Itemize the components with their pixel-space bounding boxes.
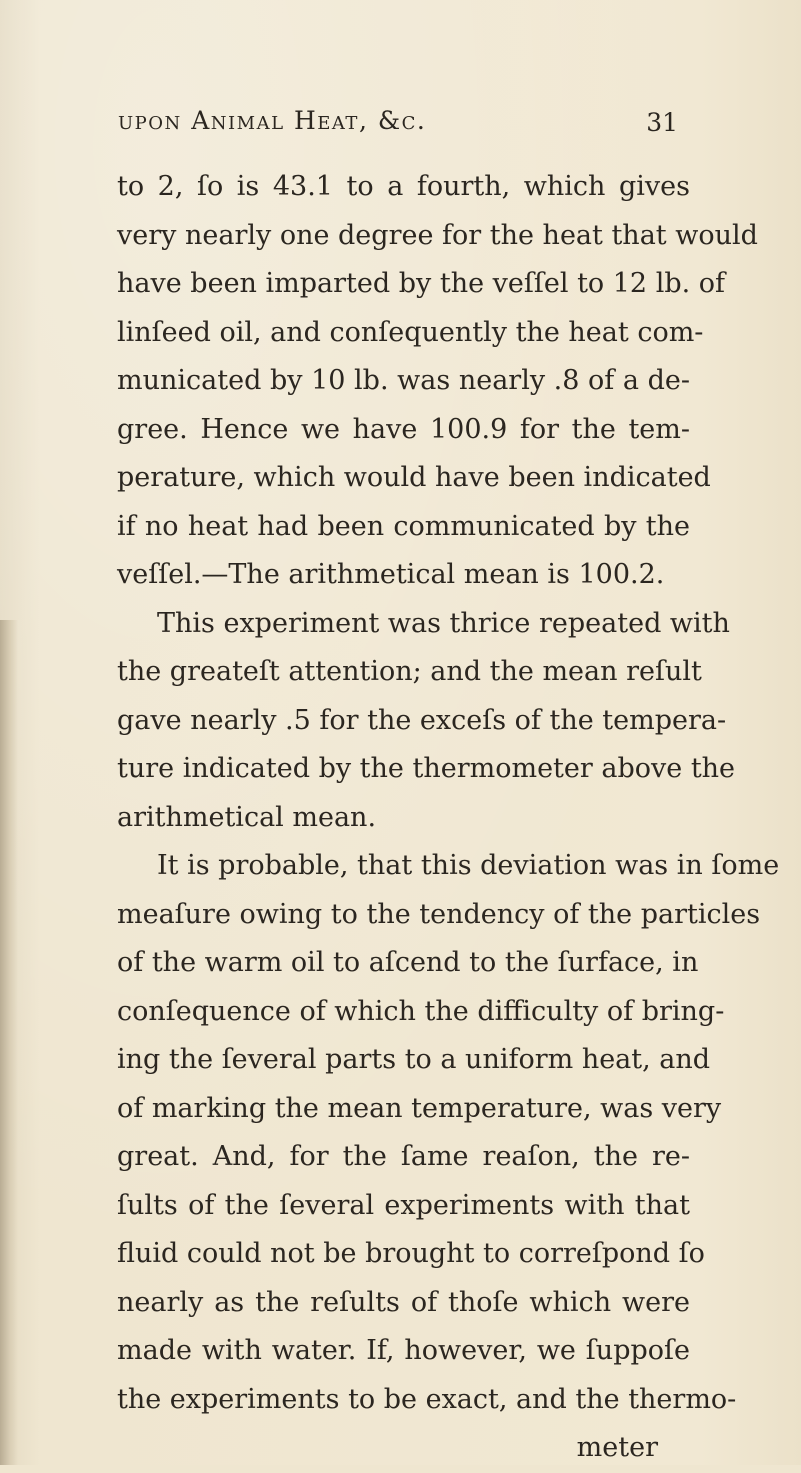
text-line: gree. Hence we have 100.9 for the tem- — [117, 413, 690, 445]
text-line: gave nearly .5 for the exceſs of the tempera- — [117, 704, 727, 736]
text-line: of the warm oil to aſcend to the ſurface, in — [117, 947, 699, 978]
text-line: the experiments to be exact, and the thermo- — [117, 1383, 737, 1415]
text-line: have been imparted by the veſſel to 12 lb. of — [117, 268, 726, 299]
text-line: ing the ſeveral parts to a uniform heat, and — [117, 1044, 711, 1075]
page-header — [118, 106, 678, 146]
catchword: meter — [576, 1432, 658, 1463]
text-line: nearly as the reſults of thoſe which were — [117, 1286, 690, 1318]
text-line: perature, which would have been indicated — [117, 462, 711, 493]
text-line: to 2, ſo is 43.1 to a fourth, which gives — [117, 171, 690, 202]
text-line: great. And, for the ſame reaſon, the re- — [117, 1141, 690, 1172]
body-text — [117, 163, 780, 1473]
text-line: ſults of the ſeveral experiments with that — [117, 1189, 690, 1221]
text-line: made with water. If, however, we ſuppoſe — [117, 1335, 690, 1366]
paragraph-start-line: This experiment was thrice repeated with — [157, 607, 730, 639]
text-line: arithmetical mean. — [117, 801, 377, 833]
text-line: the greateſt attention; and the mean reſult — [117, 656, 702, 687]
text-line: fluid could not be brought to correſpond ſo — [117, 1238, 705, 1269]
text-line: conſequence of which the difficulty of bring- — [117, 995, 725, 1027]
page-number: 31 — [646, 108, 678, 137]
text-line: very nearly one degree for the heat that would — [117, 219, 758, 251]
paragraph-start-line: It is probable, that this deviation was in ſome — [157, 850, 780, 881]
text-line: linſeed oil, and conſequently the heat com- — [117, 316, 704, 348]
page-edge-shadow — [0, 620, 18, 1465]
text-line: if no heat had been communicated by the — [117, 510, 690, 542]
text-line: veſſel.—The arithmetical mean is 100.2. — [117, 559, 665, 590]
text-line: municated by 10 lb. was nearly .8 of a de- — [117, 365, 690, 396]
text-line: ture indicated by the thermometer above the — [117, 753, 736, 784]
running-head: upon Animal Heat, &c. — [118, 106, 427, 135]
text-line: of marking the mean temperature, was very — [117, 1092, 722, 1124]
text-line: meaſure owing to the tendency of the particles — [117, 898, 761, 930]
